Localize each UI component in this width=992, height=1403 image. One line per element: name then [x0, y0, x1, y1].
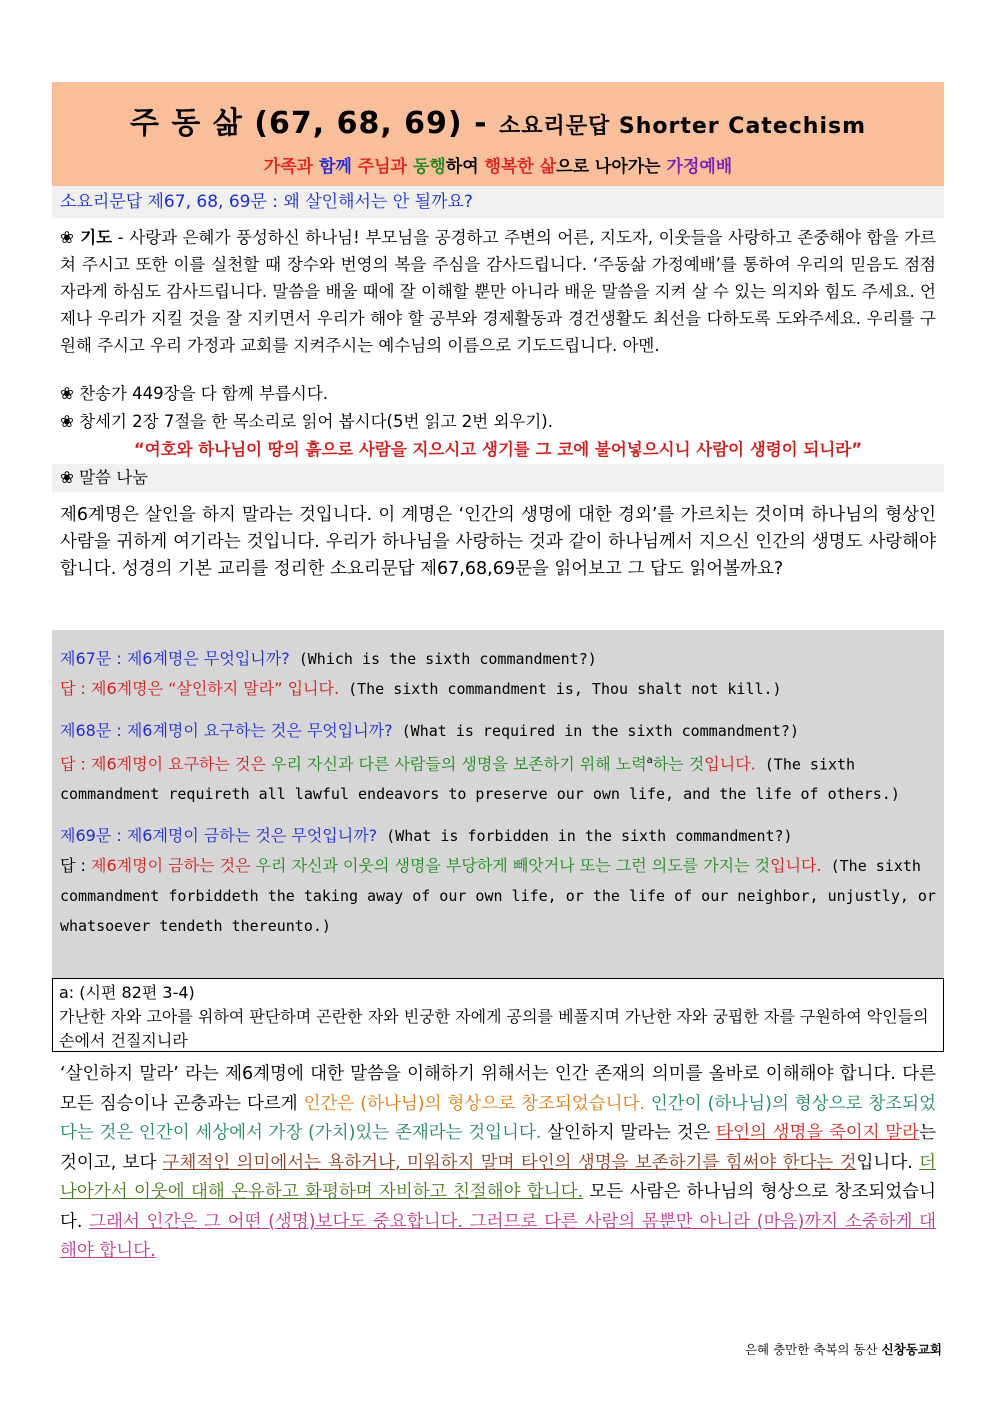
- subtitle-segment: 으로 나아가는: [556, 157, 667, 177]
- worship-sheet: [52, 82, 944, 1267]
- reading-line: ❀ 창세기 2장 7절을 한 목소리로 읽어 봅시다(5번 읽고 2번 외우기).: [60, 412, 553, 431]
- page-title: [52, 98, 944, 142]
- subtitle-segment: 주님과: [357, 157, 413, 177]
- closing-segment: 더 나아가서 이웃에 대해 온유하고 화평하며 자비하고 친절해야 합니다.: [60, 1152, 936, 1202]
- subtitle-segment: 동행: [412, 157, 446, 177]
- closing-segment: 타인의 생명을 죽이지 말라: [716, 1123, 920, 1143]
- catechism-box: [52, 630, 944, 978]
- footnote-label: a: (시편 82편 3-4): [59, 983, 195, 1002]
- closing-segment: 구체적인 의미에서는 욕하거나, 미워하지 말며 타인의 생명을 보존하기를 힘써야 한다는 것: [162, 1152, 857, 1173]
- subtitle-segment: 행복한 삶: [484, 157, 557, 177]
- closing-segment: 그래서 인간은 그 어떤 (생명)보다도 중요합니다. 그러므로 다른 사람의 몸뿐만 아니라 (마음)까지 소중하게 대해야 합니다.: [60, 1211, 936, 1261]
- closing-segment: 입니다.: [856, 1152, 920, 1173]
- subtitle-segment: 하여: [445, 157, 485, 177]
- subtitle-segment: 가족과: [263, 157, 319, 177]
- closing-segment: ‘살인하지 말라’ 라는 제6계명에 대한 말씀을 이해하기 위해서는 인간 존재의 의미를 올바로 이해해야 합니다. 다른 모든 짐승이나 곤충과는 다르게: [60, 1064, 936, 1114]
- prayer-text: - 사랑과 은혜가 풍성하신 하나님! 부모님을 공경하고 주변의 어른, 지도자, 이웃들을 사랑하고 존중해야 함을 가르쳐 주시고 또한 이를 실천할 때 장수와 번영의 복을 주심을 감사드립니다. ‘주동삶 가정예배’를 통하여 우리의 믿음도 점점 자라게 하심도 감사드립니다. 말씀을 배울 때에 잘 이해할 뿐만 아니라 배운 말씀을 지켜 살 수 있는 의지와 힘도 주세요. 언제나 우리가 지킬 것을 잘 지키면서 우리가 해야 할 공부와 경제활동과 경건생활도 최선을 다하도록 도와주세요. 우리를 구원해 주시고 우리 가정과 교회를 지켜주시는 예수님의 이름으로 기도드립니다. 아멘.: [60, 228, 936, 355]
- scripture-verse: “여호와 하나님이 땅의 흙으로 사람을 지으시고 생기를 그 코에 불어넣으시니 사람이 생령이 되니라”: [133, 440, 863, 459]
- intro-paragraph: 제6계명은 살인을 하지 말라는 것입니다. 이 계명은 ‘인간의 생명에 대한 경외’를 가르치는 것이며 하나님의 형상인 사람을 귀하게 여기라는 것입니다. 우리가 하나님을 사랑하는 것과 같이 하나님께서 지으신 인간의 생명도 사랑해야 합니다. 성경의 기본 교리를 정리한 소요리문답 제67,68,69문을 읽어보고 그 답도 읽어볼까요?: [60, 505, 936, 579]
- answer-69: 답 : 제6계명이 금하는 것은 우리 자신과 이웃의 생명을 부당하게 빼앗거나 또는 그런 의도를 가지는 것입니다. (The sixth commandment forbiddeth the taking away of our own life, or the life of our neighbor, unjustly, or whatsoever tendeth thereunto.): [60, 856, 936, 936]
- prayer-section: [52, 218, 944, 380]
- subtitle: [52, 152, 944, 177]
- answer-67: 답 : 제6계명은 “살인하지 말라” 입니다. (The sixth commandment is, Thou shalt not kill.): [60, 679, 782, 698]
- closing-segment: 인간이 (하나님)의 형상으로 창조되었다는 것은 인간이 세상에서 가장 (가치)있는 존재라는 것입니다.: [60, 1093, 936, 1143]
- closing-segment: 인간은 (하나님)의 형상으로 창조되었습니다.: [303, 1093, 645, 1114]
- prayer-label: ❀ 기도: [60, 228, 113, 247]
- question-line: 소요리문답 제67, 68, 69문 : 왜 살인해서는 안 될까요?: [52, 186, 944, 218]
- hymn-line: ❀ 찬송가 449장을 다 함께 부릅시다.: [60, 384, 329, 403]
- header-banner: [52, 82, 944, 186]
- closing-segment: 는 것이고, 보다: [60, 1123, 936, 1173]
- answer-68: 답 : 제6계명이 요구하는 것은 우리 자신과 다른 사람들의 생명을 보존하기 위해 노력$^a$하는 것입니다. (The sixth commandment requireth all lawful endeavors to preserve our own life, and the life of others.): [60, 754, 900, 804]
- subtitle-segment: 함께: [318, 157, 358, 177]
- question-67: 제67문 : 제6계명은 무엇입니까? (Which is the sixth commandment?): [60, 649, 597, 668]
- closing-paragraph: [52, 1052, 944, 1267]
- talk-label: ❀ 말씀 나눔: [52, 464, 944, 492]
- footnote-text: 가난한 자와 고아를 위하여 판단하며 곤란한 자와 빈궁한 자에게 공의를 베풀지며 가난한 자와 궁핍한 자를 구원하여 악인들의 손에서 건질지니라: [59, 1007, 929, 1050]
- title-english: Shorter Catechism: [618, 114, 866, 139]
- question-69: 제69문 : 제6계명이 금하는 것은 무엇입니까? (What is forbidden in the sixth commandment?): [60, 826, 793, 846]
- footnote-reference: [52, 978, 944, 1052]
- footer-church: 은혜 충만한 축복의 동산 신창동교회: [744, 1342, 942, 1357]
- title-korean: 주 동 삶 (67, 68, 69) -: [130, 106, 499, 141]
- title-catechism: 소요리문답: [498, 114, 619, 139]
- question-68: 제68문 : 제6계명이 요구하는 것은 무엇입니까? (What is required in the sixth commandment?): [60, 721, 799, 740]
- closing-segment: 모든 사람은 하나님의 형상으로 창조되었습니다.: [60, 1182, 936, 1232]
- subtitle-segment: 가정예배: [666, 157, 733, 177]
- closing-segment: 살인하지 말라는 것은: [541, 1123, 717, 1143]
